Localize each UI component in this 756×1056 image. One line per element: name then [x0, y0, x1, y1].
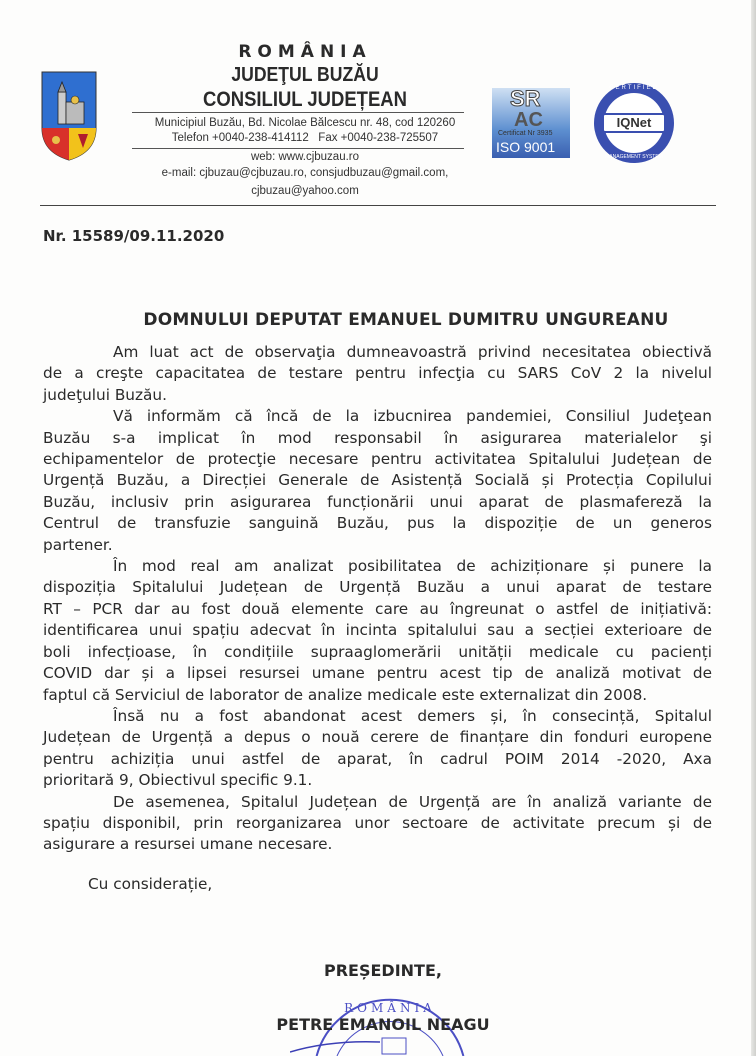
header-county: JUDEŢUL BUZĂU — [231, 64, 379, 86]
signatory-title: PREȘEDINTE, — [324, 961, 442, 980]
iqnet-text: IQNet — [602, 113, 666, 133]
header-email: e-mail: cjbuzau@cjbuzau.ro, consjudbuzau@gmail.com, — [161, 167, 449, 179]
text-line: Centrul de transfuzie sanguină Buzău, pus la dispoziție de un generos — [43, 514, 712, 533]
header-divider — [132, 112, 464, 113]
text-line: Buzău s-a implicat în mod responsabil în asigurarea materialelor şi — [43, 428, 712, 447]
text-line: Vă informăm că încă de la izbucnirea pandemiei, Consiliul Judeţean — [113, 407, 712, 426]
paragraph — [43, 406, 712, 556]
srac-cert-number: Certificat Nr 3935 — [498, 130, 553, 137]
reference-number: Nr. 15589/09.11.2020 — [43, 227, 225, 245]
text-line: de a creşte capacitatea de testare pentru infecţia cu SARS CoV 2 la nivelul — [43, 364, 712, 383]
text-line: identificarea unui spațiu adecvat în incinta spitalului sau a secției exterioare de — [43, 621, 712, 640]
text-line: Însă nu a fost abandonat acest demers și, în consecință, Spitalul — [113, 706, 712, 725]
letter-body — [43, 342, 712, 856]
text-line: Buzău, inclusiv prin asigurarea funcționării unui aparat de plasmafereză la — [43, 492, 712, 511]
header-country: ROMÂNIA — [238, 42, 372, 62]
paragraph — [43, 706, 712, 792]
text-line: RT – PCR dar au fost două elemente care au îngreunat o astfel de inițiativă: — [43, 599, 712, 618]
stamp-text: ROMÂNIA — [344, 1001, 436, 1015]
paragraph — [43, 556, 712, 706]
header-bottom-rule — [40, 205, 716, 206]
page-edge — [751, 0, 756, 1056]
header-web: web: www.cjbuzau.ro — [250, 151, 360, 163]
recipient-heading: DOMNULUI DEPUTAT EMANUEL DUMITRU UNGUREANU — [143, 310, 669, 330]
iqnet-ring-top: CERTIFIED — [609, 85, 659, 91]
closing: Cu considerație, — [88, 875, 213, 893]
header-email-2: cjbuzau@yahoo.com — [251, 185, 359, 197]
srac-ac-text: AC — [514, 109, 543, 131]
county-coat-of-arms-icon — [40, 70, 98, 162]
text-line: judeţului Buzău. — [43, 385, 167, 404]
text-line: asigurare a resursei umane necesare. — [43, 835, 333, 854]
iqnet-logo — [594, 83, 674, 163]
paragraph — [43, 792, 712, 856]
text-line: Județean de Urgență a depus o nouă cerere de finanțare din fonduri europene — [43, 728, 712, 747]
header-institution: CONSILIUL JUDEȚEAN — [203, 88, 407, 111]
srac-iso-logo — [492, 88, 570, 158]
text-line: echipamentelor de protecţie necesare pentru activitatea Spitalului Județean de — [43, 450, 712, 469]
header-divider — [132, 148, 464, 149]
text-line: În mod real am analizat posibilitatea de achiziționare și punere la — [113, 557, 712, 576]
text-line: boli infecțioase, în condițiile supraaglomerării unității medicale cu pacienți — [43, 642, 712, 661]
text-line: faptul că Serviciul de laborator de analize medicale este externalizat din 2008. — [43, 685, 648, 704]
signatory-name: PETRE EMANOIL NEAGU — [276, 1015, 490, 1034]
text-line: pentru achiziția unui astfel de aparat, în cadrul POIM 2014 -2020, Axa — [43, 749, 712, 768]
text-line: Am luat act de observaţia dumneavoastră privind necesitatea obiectivă — [113, 343, 712, 361]
text-line: dispoziția Spitalului Județean de Urgență Buzău a unui aparat de testare — [43, 578, 712, 597]
header-phone-fax: Telefon +0040-238-414112 Fax +0040-238-725507 — [171, 132, 439, 144]
text-line: prioritară 9, Obiectivul specific 9.1. — [43, 771, 313, 790]
text-line: spațiu disponibil, prin reorganizarea unor sectoare de activitate precum și de — [43, 813, 712, 832]
srac-sr-text: SR — [510, 86, 541, 111]
paragraph — [43, 342, 712, 406]
text-line: COVID dar și a lipsei resursei umane pentru acest tip de analiză motivat de — [43, 664, 712, 683]
text-line: partener. — [43, 535, 113, 554]
iqnet-ring-bottom: MANAGEMENT SYSTEM — [605, 154, 663, 160]
text-line: Urgență Buzău, a Direcției Generale de Asistență Socială și Protecția Copilului — [43, 471, 712, 490]
header-address: Municipiul Buzău, Bd. Nicolae Bălcescu nr. 48, cod 120260 — [154, 117, 456, 129]
text-line: De asemenea, Spitalul Județean de Urgență are în analiză variante de — [113, 792, 712, 811]
srac-iso-text: ISO 9001 — [496, 139, 556, 155]
